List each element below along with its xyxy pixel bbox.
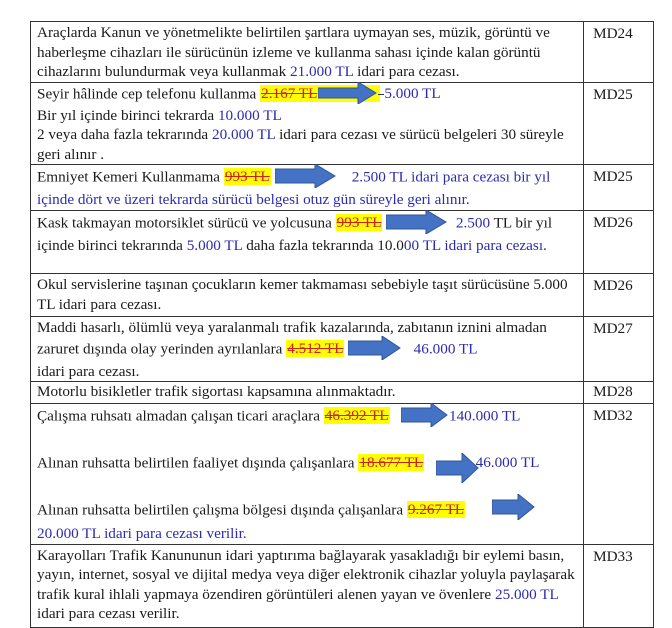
description-text: Emniyet Kemeri Kullanmama: [37, 168, 224, 186]
description-text: Maddi hasarlı, ölümlü veya yaralanmalı trafik kazalarında, zabıtanın iznini almadan zaruret dışında olay yerinden ayrılanlara: [37, 319, 547, 357]
table-row: [31, 211, 654, 274]
old-fine-amount: 9.267 TL: [407, 501, 465, 519]
table-row: [31, 82, 654, 165]
table-row: [31, 274, 654, 317]
right-arrow-icon: [401, 403, 449, 427]
new-fine-amount: 46.000 TL: [475, 453, 540, 471]
description-text: daha fazla tekrarında 10.0: [242, 237, 404, 254]
article-code: MD32: [584, 404, 654, 545]
fine-description: [31, 317, 584, 382]
description-text: Alınan ruhsatta belirtilen çalışma bölgesi dışında çalışanlara: [37, 501, 407, 519]
description-text: idari para cezası ve sürücü belgeleri 30 süreyle geri alınır .: [37, 126, 564, 163]
table-row: [31, 22, 654, 83]
new-fine-amount: 5.000 TL: [384, 84, 441, 102]
new-fine-amount: 46.000 TL: [413, 339, 478, 357]
table-row: [31, 317, 654, 382]
fine-description: [31, 82, 584, 165]
article-code: MD25: [584, 82, 654, 165]
old-fine-amount: 993 TL: [224, 168, 270, 186]
description-text: Bir yıl içinde birinci tekrarda: [37, 106, 218, 124]
article-code: MD33: [584, 544, 654, 627]
right-arrow-icon: [436, 453, 480, 483]
new-fine-amount: 140.000 TL: [448, 407, 521, 425]
description-text: Araçlarda Kanun ve yönetmelikte belirtilen şartlara uymayan ses, müzik, görüntü ve haberleşme cihazları ile sürücünün izleme ve kullanma sahası içinde kalan görüntü cihazlarını bulundurmak veya kullanmak: [37, 24, 550, 80]
description-text: Alınan ruhsatta belirtilen faaliyet dışında çalışanlara: [37, 453, 359, 471]
right-arrow-icon: [275, 164, 337, 188]
right-arrow-icon: [386, 210, 448, 234]
right-arrow-icon: [492, 494, 536, 520]
description-text: Kask takmayan motorsiklet sürücü ve yolcusuna: [37, 214, 336, 232]
fine-description: Motorlu bisikletler trafik sigortası kapsamına alınmaktadır.: [31, 382, 584, 404]
new-fine-amount: 20.000 TL idari para cezası verilir.: [37, 525, 247, 542]
fine-description: [31, 165, 584, 211]
fine-amount: 25.000 TL: [494, 585, 559, 603]
fine-amount: 20.000 TL: [211, 126, 276, 143]
article-code: MD26: [584, 211, 654, 274]
article-code: MD28: [584, 382, 654, 404]
old-fine-amount: 18.677 TL: [359, 453, 424, 471]
fine-description: Okul servislerine taşınan çocukların kemer takmaması sebebiyle taşıt sürücüsüne 5.000 TL idari para cezası.: [31, 274, 584, 317]
fine-amount: 21.000 TL: [290, 63, 354, 80]
right-arrow-icon: [348, 336, 402, 360]
article-code: MD26: [584, 274, 654, 317]
description-text: TL bir yıl içinde birinci tekrarında: [37, 214, 553, 254]
fines-table: [30, 21, 654, 628]
fine-description: [31, 404, 584, 545]
description-text: idari para cezası.: [37, 362, 140, 380]
description-text: 2 veya daha fazla tekrarında: [37, 126, 212, 143]
new-fine-amount: 2.500 TL idari para cezası bir yıl içinde dört ve üzeri tekrarda sürücü belgesi otuz gün süreyle geri alınır.: [37, 168, 551, 208]
table-row: [31, 382, 654, 404]
old-fine-amount: 993 TL: [336, 214, 382, 232]
description-text: idari para cezası.: [353, 63, 460, 80]
new-fine-amount: 2.500: [455, 214, 491, 232]
old-fine-amount: 4.512 TL: [287, 339, 344, 357]
old-fine-amount: 2.167 TL: [261, 84, 318, 102]
fine-amount: 5.000 TL: [186, 237, 243, 254]
fine-amount: 10.000 TL: [217, 106, 282, 124]
description-text: Karayolları Trafik Kanununun idari yaptırıma bağlayarak yasakladığı bir eylemi basın, yayın, internet, sosyal ve dijital medya veya diğer elektronik cihazlar yoluyla paylaşarak trafik kural ihlali yapmaya özendiren görüntüleri alenen yayan ve övenlere: [37, 546, 575, 603]
description-text: idari para cezası verilir.: [37, 605, 180, 622]
article-code: MD25: [584, 165, 654, 211]
fine-description: [31, 211, 584, 274]
fine-amount: 00 TL idari para cezası.: [403, 237, 547, 254]
article-code: MD27: [584, 317, 654, 382]
table-row: [31, 404, 654, 545]
old-fine-amount: 46.392 TL: [324, 407, 389, 425]
right-arrow-icon: [318, 82, 380, 104]
fine-description: [31, 22, 584, 83]
description-text: Seyir hâlinde cep telefonu kullanma: [37, 84, 261, 102]
description-text: Çalışma ruhsatı almadan çalışan ticari araçlara: [37, 407, 324, 425]
article-code: MD24: [584, 22, 654, 83]
table-row: [31, 165, 654, 211]
